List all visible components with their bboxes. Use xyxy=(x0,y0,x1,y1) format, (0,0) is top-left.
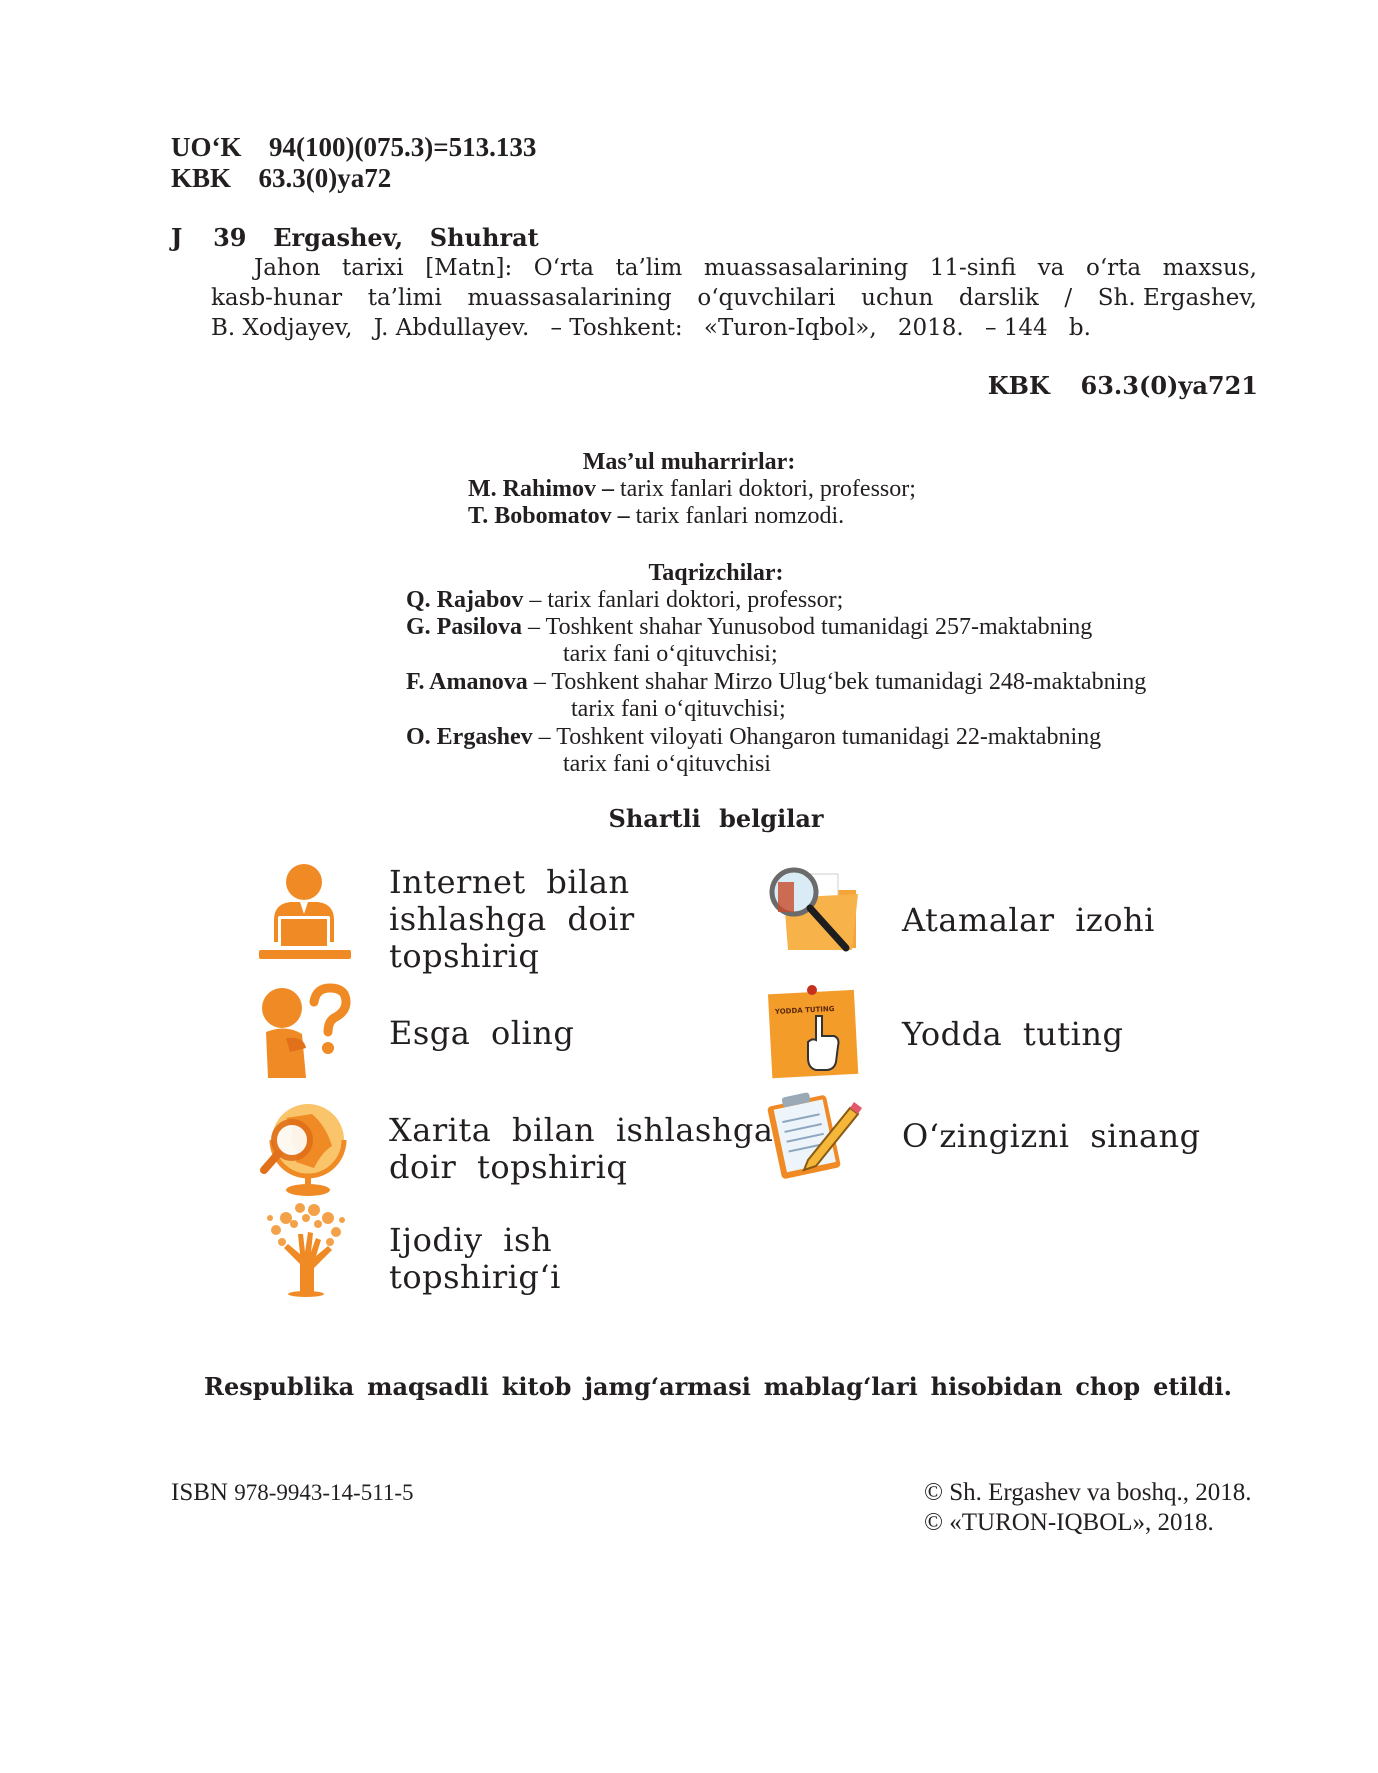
author-name: Ergashev, xyxy=(273,223,404,252)
editors-heading: Mas’ul muharrirlar: xyxy=(582,449,796,475)
legend-label-creative: Ijodiy ish topshirig‘i xyxy=(389,1221,561,1296)
bibliography-word: uchun xyxy=(861,285,934,311)
author-line xyxy=(171,223,539,253)
bbk-value: 63.3(0)ya72 xyxy=(258,163,392,193)
reviewer-name: F. Amanova xyxy=(406,669,528,695)
kbk-value: 63.3(0)ya721 xyxy=(1080,371,1258,400)
bibliography-line-1 xyxy=(254,253,1257,283)
reviewer-desc: – tarix fanlari doktori, professor; xyxy=(523,587,844,613)
bibliography-word: 2018. xyxy=(897,315,964,341)
legend-label-terms: Atamalar izohi xyxy=(902,901,1155,939)
bibliography-word: ta’lim xyxy=(615,255,683,281)
bibliography-word: o‘rta xyxy=(1085,255,1142,281)
reviewer-name: G. Pasilova xyxy=(406,614,523,640)
bibliography-word: maxsus, xyxy=(1162,255,1257,281)
bibliography-line-3 xyxy=(211,313,1091,343)
isbn-label: ISBN xyxy=(171,1479,228,1506)
bibliography-word: va xyxy=(1037,255,1065,281)
reviewer-3 xyxy=(406,669,1146,696)
folder-magnifier-icon xyxy=(764,862,864,962)
reviewer-2 xyxy=(406,614,1092,641)
bibliography-word: ta’limi xyxy=(367,285,442,311)
isbn-value: 978-9943-14-511-5 xyxy=(234,1480,414,1505)
bibliography-word: darslik xyxy=(958,285,1039,311)
udk-line xyxy=(171,132,536,163)
bibliography-word: Sh. Ergashev, xyxy=(1097,285,1257,311)
legend-heading: Shartli belgilar xyxy=(608,804,824,833)
author-first-name: Shuhrat xyxy=(429,223,539,252)
reviewer-4-cont: tarix fani o‘qituvchisi xyxy=(563,751,771,777)
bibliography-word: kasb-hunar xyxy=(211,285,343,311)
yodda-tuting-note-icon xyxy=(764,982,864,1082)
udk-value: 94(100)(075.3)=513.133 xyxy=(269,132,537,162)
thinking-person-question-icon xyxy=(256,982,356,1082)
legend-label-internet: Internet bilan ishlashga doir topshiriq xyxy=(389,863,635,975)
bibliography-word: muassasalarining xyxy=(467,285,672,311)
reviewer-2-cont: tarix fani o‘qituvchisi; xyxy=(563,641,778,667)
isbn xyxy=(171,1478,414,1507)
bibliography-word: J. Abdullayev. xyxy=(373,315,530,341)
bbk-label: KBK xyxy=(171,163,232,193)
kbk-classification xyxy=(988,371,1258,401)
reviewer-4 xyxy=(406,724,1101,751)
udk-label: UO‘K xyxy=(171,132,242,162)
reviewer-desc: – Toshkent shahar Yunusobod tumanidagi 257-maktabning xyxy=(522,614,1093,640)
hand-tree-icon xyxy=(256,1198,356,1298)
bibliography-word: / xyxy=(1064,285,1073,311)
bibliography-word: – Toshkent: xyxy=(550,315,683,341)
reviewer-desc: – Toshkent viloyati Ohangaron tumanidagi 22-maktabning xyxy=(532,724,1102,750)
kbk-label: KBK xyxy=(987,371,1050,400)
author-number: 39 xyxy=(213,223,247,252)
reviewer-name: Q. Rajabov xyxy=(406,587,524,613)
funding-word: kitob xyxy=(501,1372,572,1401)
funding-word: maqsadli xyxy=(367,1372,489,1401)
note-label: YODDA TUTING xyxy=(774,1004,835,1017)
bibliography-word: [Matn]: xyxy=(425,255,513,281)
funding-word: Respublika xyxy=(204,1372,355,1401)
reviewers-heading: Taqrizchilar: xyxy=(648,560,784,586)
funding-word: jamg‘armasi xyxy=(584,1372,751,1401)
funding-statement xyxy=(204,1372,1232,1401)
funding-word: etildi. xyxy=(1153,1372,1232,1401)
editor-name: M. Rahimov – xyxy=(468,476,614,502)
bibliography-word: b. xyxy=(1068,315,1091,341)
bbk-line xyxy=(171,163,391,194)
person-laptop-icon xyxy=(256,862,356,962)
bibliography-word: Jahon xyxy=(254,255,321,281)
bibliography-word: O‘rta xyxy=(533,255,594,281)
bibliography-word: – 144 xyxy=(984,315,1048,341)
bibliography-word: «Turon-Iqbol», xyxy=(703,315,877,341)
globe-magnifier-icon xyxy=(256,1098,356,1198)
author-mark: J xyxy=(171,223,183,252)
funding-word: chop xyxy=(1075,1372,1141,1401)
editor-2 xyxy=(468,503,844,530)
editor-desc: tarix fanlari nomzodi. xyxy=(629,503,845,529)
bibliography-word: o‘quvchilari xyxy=(697,285,836,311)
bibliography-word: muassasalarining xyxy=(703,255,909,281)
reviewer-1 xyxy=(406,587,843,614)
bibliography-line-2 xyxy=(211,283,1257,313)
bibliography-word: tarixi xyxy=(341,255,404,281)
legend-label-remember: Yodda tuting xyxy=(902,1015,1124,1053)
legend-label-test: O‘zingizni sinang xyxy=(902,1117,1201,1155)
funding-word: hisobidan xyxy=(930,1372,1063,1401)
funding-word: mablag‘lari xyxy=(763,1372,918,1401)
bibliography-word: B. Xodjayev, xyxy=(211,315,353,341)
copyright-author: © Sh. Ergashev va boshq., 2018. xyxy=(924,1479,1252,1506)
bibliography-word: 11-sinfi xyxy=(929,255,1017,281)
copyright-publisher: © «TURON-IQBOL», 2018. xyxy=(924,1509,1214,1536)
clipboard-pencil-icon xyxy=(764,1082,864,1182)
editor-name: T. Bobomatov – xyxy=(468,503,630,529)
legend-label-map: Xarita bilan ishlashga doir topshiriq xyxy=(389,1111,774,1186)
legend-label-recall: Esga oling xyxy=(389,1014,575,1052)
reviewer-name: O. Ergashev xyxy=(406,724,533,750)
editor-1 xyxy=(468,476,916,503)
reviewer-3-cont: tarix fani o‘qituvchisi; xyxy=(571,696,786,722)
reviewer-desc: – Toshkent shahar Mirzo Ulug‘bek tumanidagi 248-maktabning xyxy=(527,669,1147,695)
editor-desc: tarix fanlari doktori, professor; xyxy=(614,476,916,502)
